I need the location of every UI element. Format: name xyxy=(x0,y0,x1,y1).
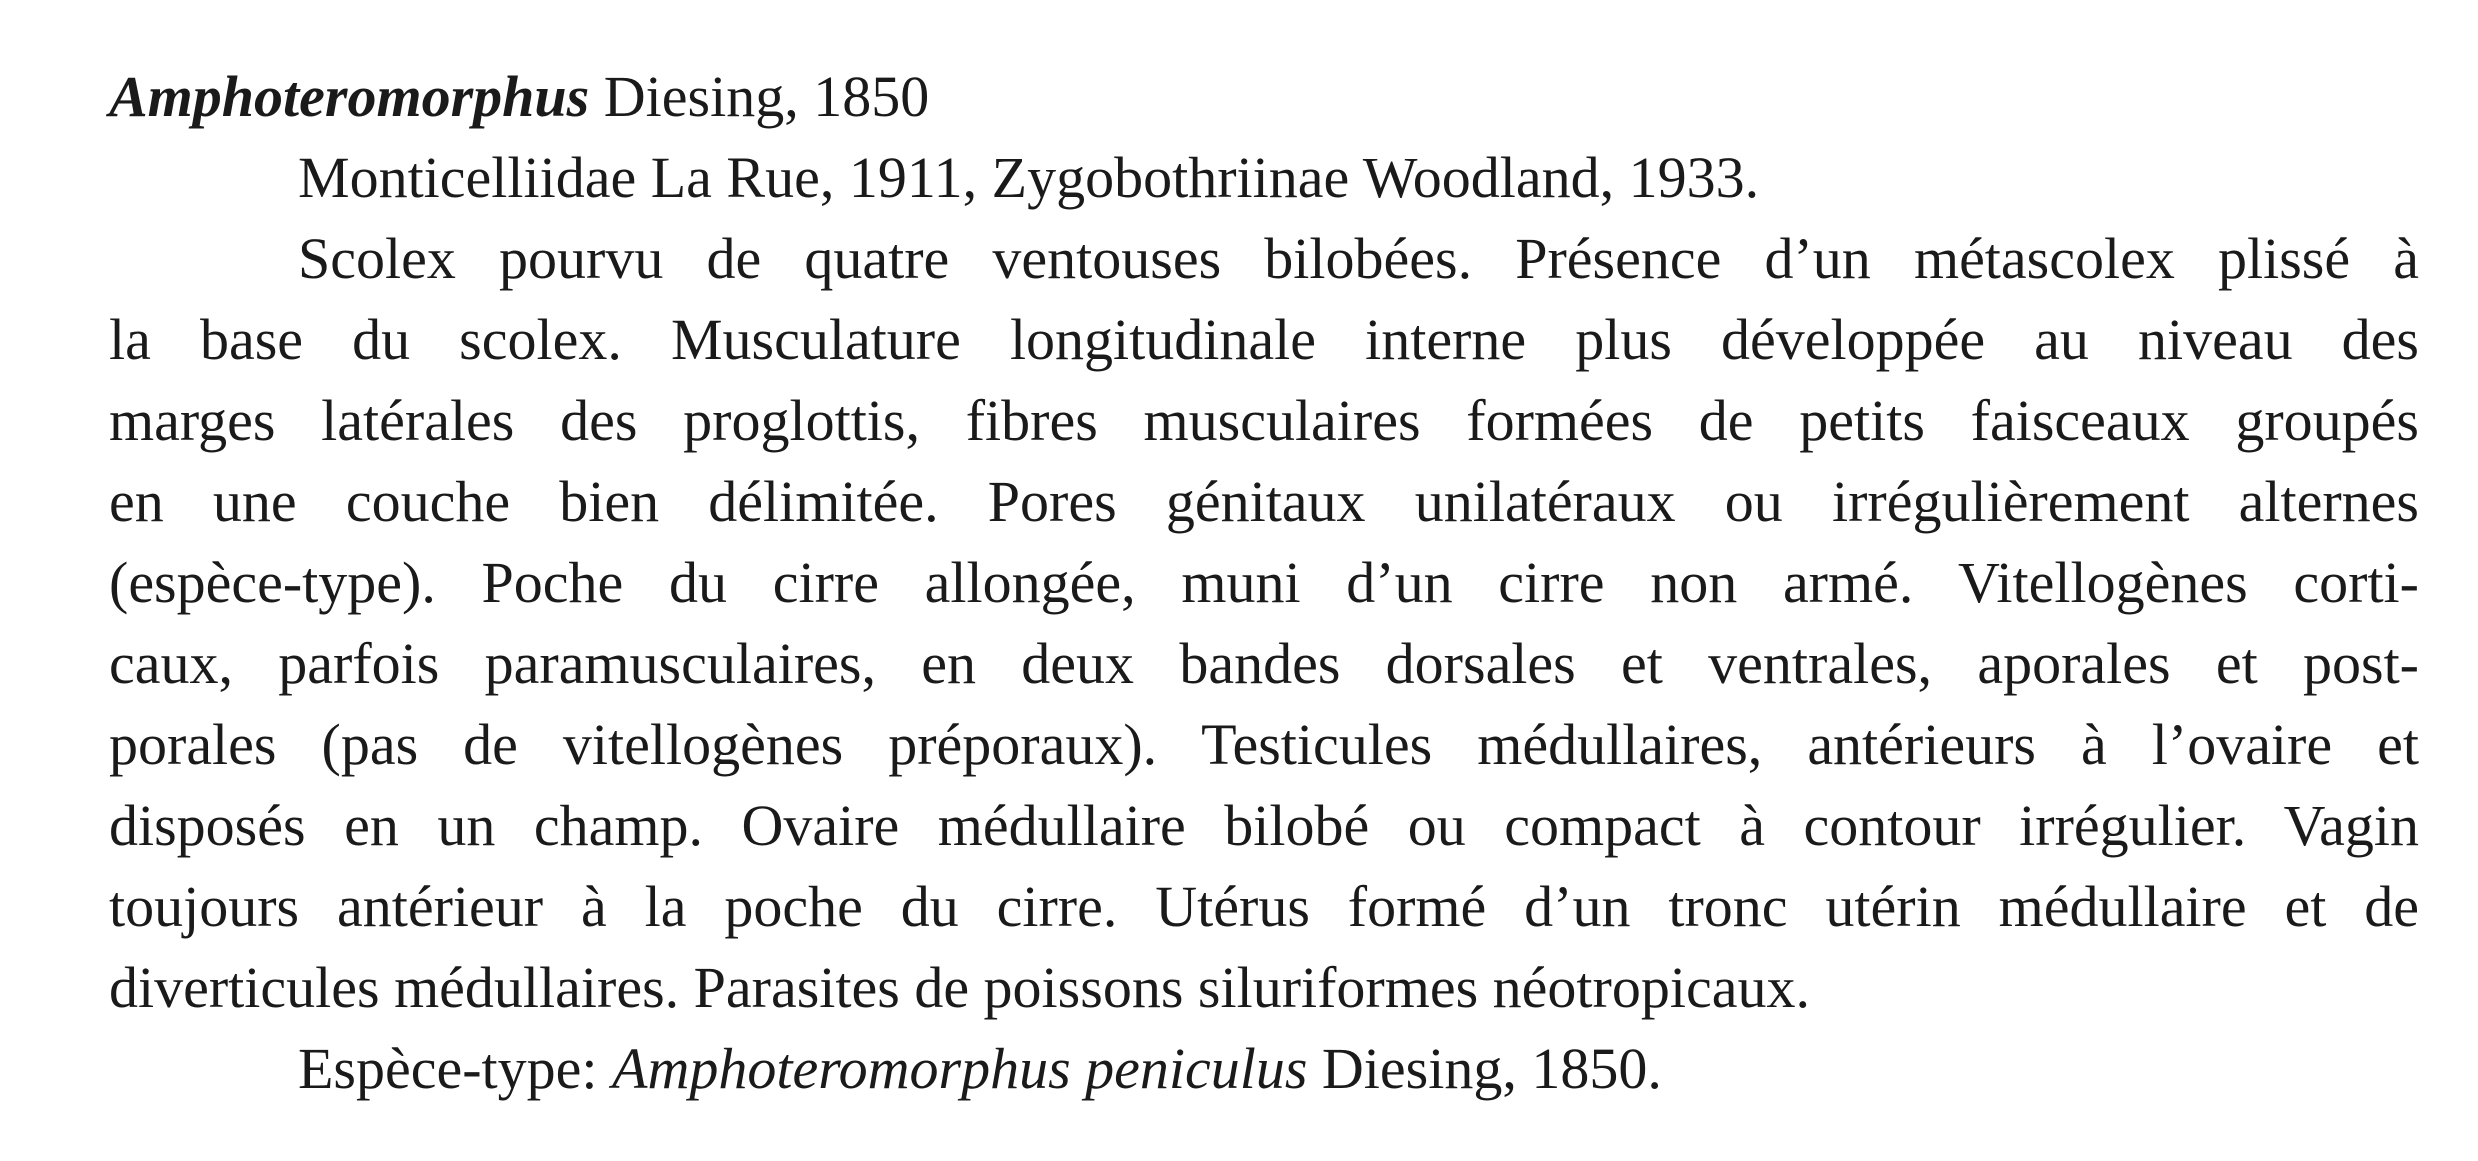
description-line-2: la base du scolex. Musculature longitudinale interne plus développée au niveau des xyxy=(109,307,2419,372)
synonyms-line: Monticelliidae La Rue, 1911, Zygobothriinae Woodland, 1933. xyxy=(298,145,1760,210)
type-species-author: Diesing, 1850. xyxy=(1307,1036,1662,1101)
genus-heading xyxy=(109,56,2419,137)
description-line-4: en une couche bien délimitée. Pores génitaux unilatéraux ou irrégulièrement alternes xyxy=(109,469,2419,534)
description-line-7: porales (pas de vitellogènes préporaux). Testicules médullaires, antérieurs à l’ovaire et xyxy=(109,712,2419,777)
description-line-1: Scolex pourvu de quatre ventouses bilobées. Présence d’un métascolex plissé à xyxy=(298,226,2419,291)
description-line-10: diverticules médullaires. Parasites de poissons siluriformes néotropicaux. xyxy=(109,955,1810,1020)
description-line-5: (espèce-type). Poche du cirre allongée, muni d’un cirre non armé. Vitellogènes corti- xyxy=(109,550,2419,615)
description-line-6: caux, parfois paramusculaires, en deux bandes dorsales et ventrales, aporales et post- xyxy=(109,631,2419,696)
type-species-name: Amphoteromorphus peniculus xyxy=(612,1036,1308,1101)
type-species-line xyxy=(298,1028,2419,1109)
description-line-9: toujours antérieur à la poche du cirre. Utérus formé d’un tronc utérin médullaire et de xyxy=(109,874,2419,939)
type-species-label: Espèce-type: xyxy=(298,1036,613,1101)
description-line-3: marges latérales des proglottis, fibres musculaires formées de petits faisceaux groupés xyxy=(109,388,2419,453)
description-line-8: disposés en un champ. Ovaire médullaire bilobé ou compact à contour irrégulier. Vagin xyxy=(109,793,2419,858)
genus-author: Diesing, 1850 xyxy=(589,64,930,129)
genus-name: Amphoteromorphus xyxy=(109,64,590,129)
